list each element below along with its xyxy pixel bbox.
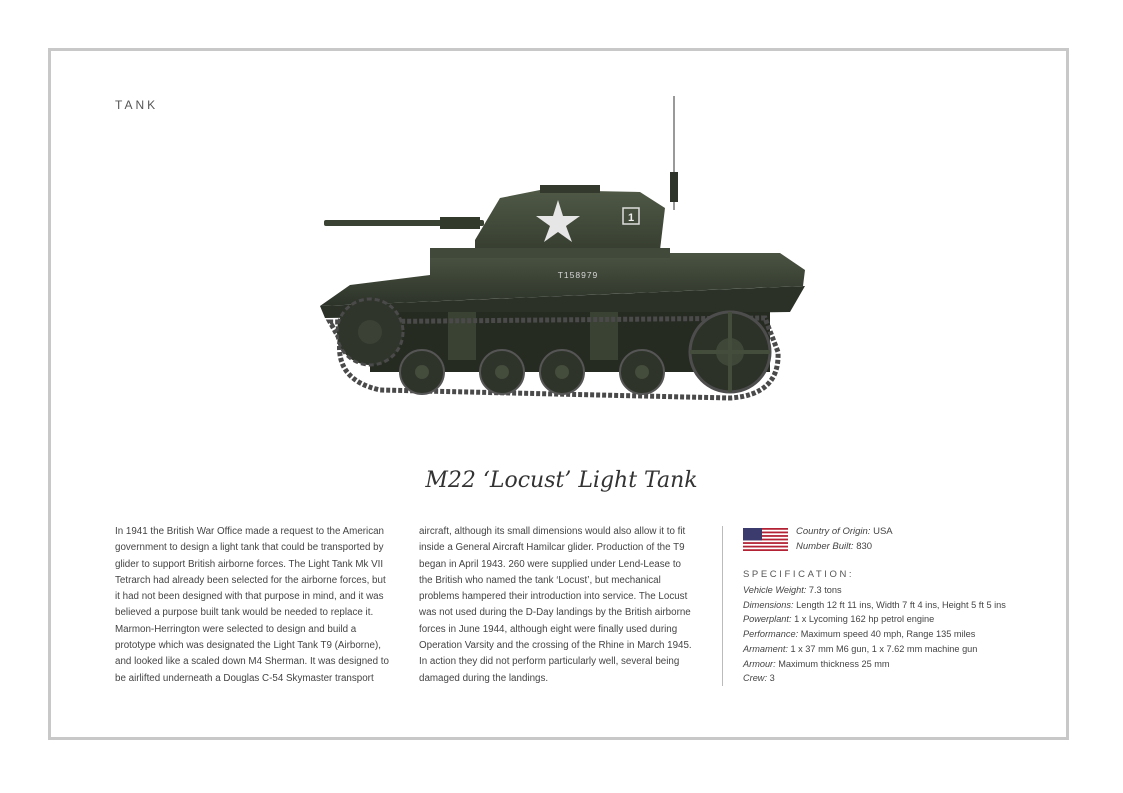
description-line: prototype which was designated the Light Tank T9 (Airborne), <box>115 640 381 652</box>
specification-heading: SPECIFICATION: <box>743 569 855 580</box>
spec-label: Performance: <box>743 629 799 640</box>
spec-item <box>743 657 1006 672</box>
column-divider <box>722 526 723 686</box>
country-value: USA <box>873 526 893 537</box>
description-column-1 <box>115 524 398 687</box>
spec-item <box>743 583 1006 598</box>
description-line: Tetrarch had already been selected for the airborne forces, but <box>115 574 386 586</box>
category-label: TANK <box>115 98 159 112</box>
description-line: began in April 1943. 260 were supplied under Lend-Lease to <box>419 558 681 570</box>
spec-label: Armament: <box>743 643 788 654</box>
description-line: was not used during the D-Day landings by the British airborne <box>419 607 691 619</box>
spec-value: 3 <box>769 673 775 684</box>
description-line: believed a purpose built tank would be needed to replace it. <box>115 607 374 619</box>
turret-number: 1 <box>627 212 635 224</box>
description-line: glider to support British airborne forces. The Light Tank Mk VII <box>115 558 384 570</box>
description-line: damaged during the landings. <box>419 672 549 684</box>
description-line: Operation Varsity and the crossing of the Rhine in March 1945. <box>419 640 692 652</box>
spec-value: Maximum speed 40 mph, Range 135 miles <box>800 629 976 640</box>
description-line: Marmon-Herrington were selected to design and build a <box>115 623 357 635</box>
tank-serial: T158979 <box>557 270 599 280</box>
spec-item <box>743 598 1006 613</box>
description-line: and looked like a scaled down M4 Sherman. It was designed to <box>115 656 389 668</box>
spec-item <box>743 612 1006 627</box>
page-title: M22 ‘Locust’ Light Tank <box>425 468 698 493</box>
description-line: aircraft, although its small dimensions would also allow it to fit <box>419 526 686 537</box>
specification-list <box>743 583 1006 686</box>
description-line: In 1941 the British War Office made a request to the American <box>115 526 385 537</box>
spec-item <box>743 642 1006 657</box>
description-line: forces in June 1944, although eight were finally used during <box>419 623 678 635</box>
spec-value: Maximum thickness 25 mm <box>778 658 890 669</box>
description-line: inside a General Aircraft Hamilcar glider. Production of the T9 <box>419 542 685 554</box>
description-line: government to design a light tank that could be transported by <box>115 542 384 554</box>
usa-flag-icon <box>743 528 788 551</box>
built-label: Number Built: <box>796 541 854 552</box>
spec-label: Powerplant: <box>743 614 792 625</box>
spec-label: Dimensions: <box>743 599 794 610</box>
spec-label: Crew: <box>743 673 767 684</box>
tank-illustration <box>310 90 820 410</box>
description-line: In action they did not perform particularly well, several being <box>419 656 680 668</box>
spec-item <box>743 671 1006 686</box>
built-value: 830 <box>856 541 873 552</box>
description-line: the British who named the tank ‘Locust’, but mechanical <box>419 574 661 586</box>
spec-value: 7.3 tons <box>808 585 842 595</box>
spec-label: Vehicle Weight: <box>743 585 807 595</box>
description-line: problems hampered their introduction into service. The Locust <box>419 591 688 603</box>
spec-label: Armour: <box>743 658 776 669</box>
description-line: it had not been designed with that purpose in mind, and it was <box>115 591 384 603</box>
spec-value: 1 x Lycoming 162 hp petrol engine <box>794 614 935 625</box>
spec-value: Length 12 ft 11 ins, Width 7 ft 4 ins, Height 5 ft 5 ins <box>796 599 1006 610</box>
description-column-2 <box>419 524 704 687</box>
description-line: be airlifted underneath a Douglas C-54 Skymaster transport <box>115 672 374 684</box>
spec-item <box>743 627 1006 642</box>
country-label: Country of Origin: <box>796 526 871 537</box>
spec-value: 1 x 37 mm M6 gun, 1 x 7.62 mm machine gun <box>790 643 978 654</box>
origin-info <box>796 524 893 554</box>
